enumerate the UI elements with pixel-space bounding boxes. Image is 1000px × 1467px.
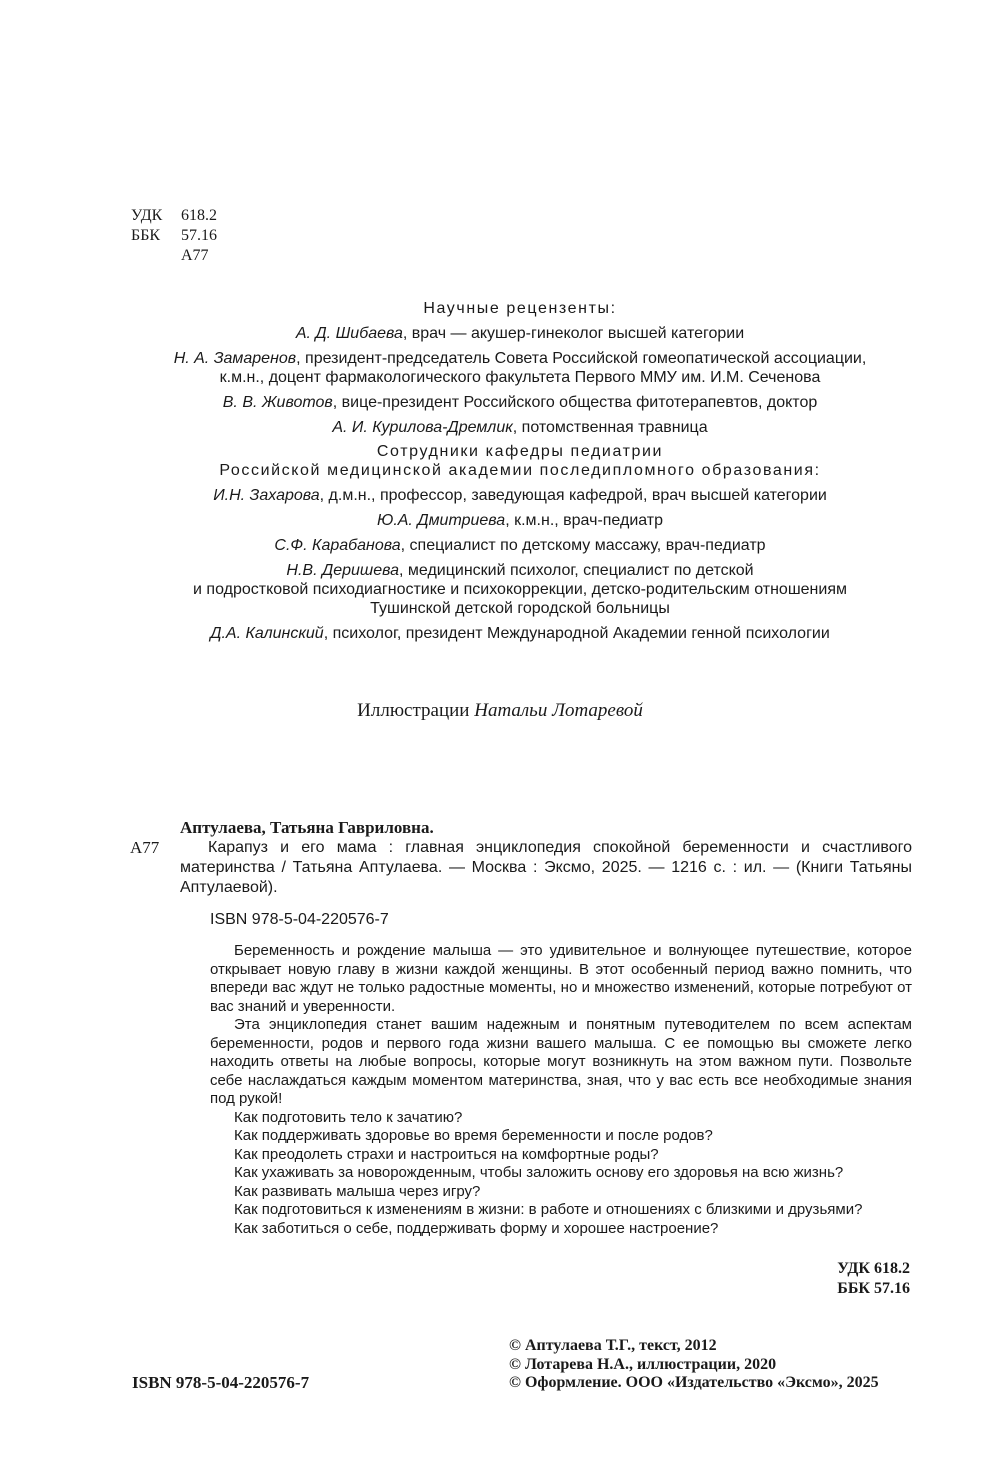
staff-entry: [130, 511, 910, 530]
reviewer-desc: , вице-президент Российского общества фитотерапевтов, доктор: [332, 394, 818, 411]
annotation-question: Как преодолеть страхи и настроиться на комфортные роды?: [234, 1145, 659, 1163]
department-heading: [130, 442, 910, 480]
staff-entry: [130, 536, 910, 555]
bbk-row: [131, 226, 217, 246]
reviewers-heading: Научные рецензенты:: [423, 300, 617, 317]
bottom-bbk: ББК 57.16: [837, 1280, 910, 1297]
staff-desc: , психолог, президент Международной Академии генной психологии: [323, 625, 830, 642]
reviewer-desc: , врач — акушер-гинеколог высшей категории: [402, 325, 745, 342]
reviewer-entry: [130, 418, 910, 437]
staff-desc: , д.м.н., профессор, заведующая кафедрой, врач высшей категории: [319, 487, 827, 504]
annotation-paragraph: Беременность и рождение малыша — это удивительное и волнующее путешествие, которое открывает новую главу в жизни каждой женщины. В этот особенный период важно помнить, что впереди вас ждут не только радостные моменты, но и множество изменений, которые потребуют от вас знаний и уверенности.: [210, 942, 912, 1015]
bibliographic-record: [130, 818, 912, 1238]
record-author: Аптулаева, Татьяна Гавриловна.: [180, 818, 434, 837]
bbk-value: 57.16: [181, 227, 217, 244]
department-heading-line2: Российской медицинской академии последипломного образования:: [219, 462, 821, 479]
annotation-question: Как ухаживать за новорожденным, чтобы заложить основу его здоровья на всю жизнь?: [234, 1164, 844, 1181]
annotation-question: Как подготовить тело к зачатию?: [234, 1108, 463, 1126]
copyright-block: [509, 1337, 879, 1393]
reviewer-desc: , президент-председатель Совета Российской гомеопатической ассоциации,: [296, 350, 867, 367]
reviewers-section: [130, 299, 910, 643]
copyright-line: © Оформление. ООО «Издательство «Эксмо», 2025: [509, 1374, 879, 1391]
author-sign-label: [131, 246, 181, 266]
udk-label: УДК: [131, 207, 163, 224]
reviewer-entry: [130, 324, 910, 343]
record-isbn: ISBN 978-5-04-220576-7: [210, 911, 389, 928]
reviewer-desc-line2: к.м.н., доцент фармакологического факультета Первого ММУ им. И.М. Сеченова: [219, 369, 821, 386]
reviewer-desc: , потомственная травница: [512, 419, 708, 436]
udk-row: [131, 206, 217, 226]
record-description: Карапуз и его мама : главная энциклопедия спокойной беременности и счастливого материнства / Татьяна Аптулаева. — Москва : Эксмо, 2025. — 1216 с. : ил. — (Книги Татьяны Аптулаевой).: [180, 839, 912, 896]
reviewer-entry: [130, 349, 910, 387]
staff-entry: [130, 624, 910, 643]
copyright-line: © Лотарева Н.А., иллюстрации, 2020: [509, 1355, 777, 1373]
author-sign-row: [131, 246, 217, 266]
annotation: [130, 942, 912, 1238]
bbk-label: ББК: [131, 227, 161, 244]
annotation-paragraph: Эта энциклопедия станет вашим надежным и понятным путеводителем по всем аспектам беременности, родов и первого года жизни вашего малыша. С ее помощью вы сможете легко находить ответы на любые вопросы, которые могут возникнуть на этом важном пути. Позвольте себе наслаждаться каждым моментом материнства, зная, что у вас есть все необходимые знания под рукой!: [210, 1016, 912, 1107]
footer-isbn: ISBN 978-5-04-220576-7: [132, 1373, 310, 1392]
reviewer-name: А. Д. Шибаева: [295, 325, 403, 342]
bottom-classification: [837, 1259, 910, 1299]
illustrations-credit: [0, 700, 1000, 722]
author-sign-value: А77: [181, 247, 209, 264]
reviewer-name: Н. А. Замаренов: [173, 350, 297, 367]
staff-entry: [130, 486, 910, 505]
udk-value: 618.2: [181, 207, 217, 224]
reviewer-name: В. В. Животов: [222, 394, 333, 411]
copyright-line: © Аптулаева Т.Г., текст, 2012: [509, 1337, 717, 1354]
staff-name: С.Ф. Карабанова: [274, 537, 401, 554]
annotation-question: Как заботиться о себе, поддерживать форму и хорошее настроение?: [234, 1219, 719, 1237]
record-body: [130, 838, 912, 898]
reviewer-entry: [130, 393, 910, 412]
staff-desc: , специалист по детскому массажу, врач-педиатр: [400, 537, 766, 554]
annotation-question: Как поддерживать здоровье во время беременности и после родов?: [234, 1127, 713, 1144]
staff-desc-line2: и подростковой психодиагностике и психокоррекции, детско-родительским отношениям: [193, 581, 847, 598]
illustrator-name: Натальи Лотаревой: [474, 700, 643, 721]
staff-name: Н.В. Деришева: [286, 562, 399, 579]
staff-desc: , к.м.н., врач-педиатр: [505, 512, 664, 529]
staff-desc: , медицинский психолог, специалист по детской: [399, 562, 754, 579]
annotation-question: Как развивать малыша через игру?: [234, 1182, 481, 1200]
staff-desc-line3: Тушинской детской городской больницы: [370, 600, 670, 617]
staff-name: И.Н. Захарова: [213, 487, 320, 504]
illustrations-prefix: Иллюстрации: [357, 700, 475, 721]
staff-name: Д.А. Калинский: [210, 625, 324, 642]
reviewer-name: А. И. Курилова-Дремлик: [332, 419, 513, 436]
department-heading-line1: Сотрудники кафедры педиатрии: [376, 443, 664, 460]
staff-name: Ю.А. Дмитриева: [376, 512, 506, 529]
bottom-udk: УДК 618.2: [837, 1260, 910, 1277]
staff-entry: [130, 561, 910, 618]
classification-block: [131, 206, 217, 266]
annotation-question: Как подготовиться к изменениям в жизни: в работе и отношениях с близкими и друзьями?: [234, 1201, 863, 1218]
author-sign-code: А77: [130, 838, 160, 857]
